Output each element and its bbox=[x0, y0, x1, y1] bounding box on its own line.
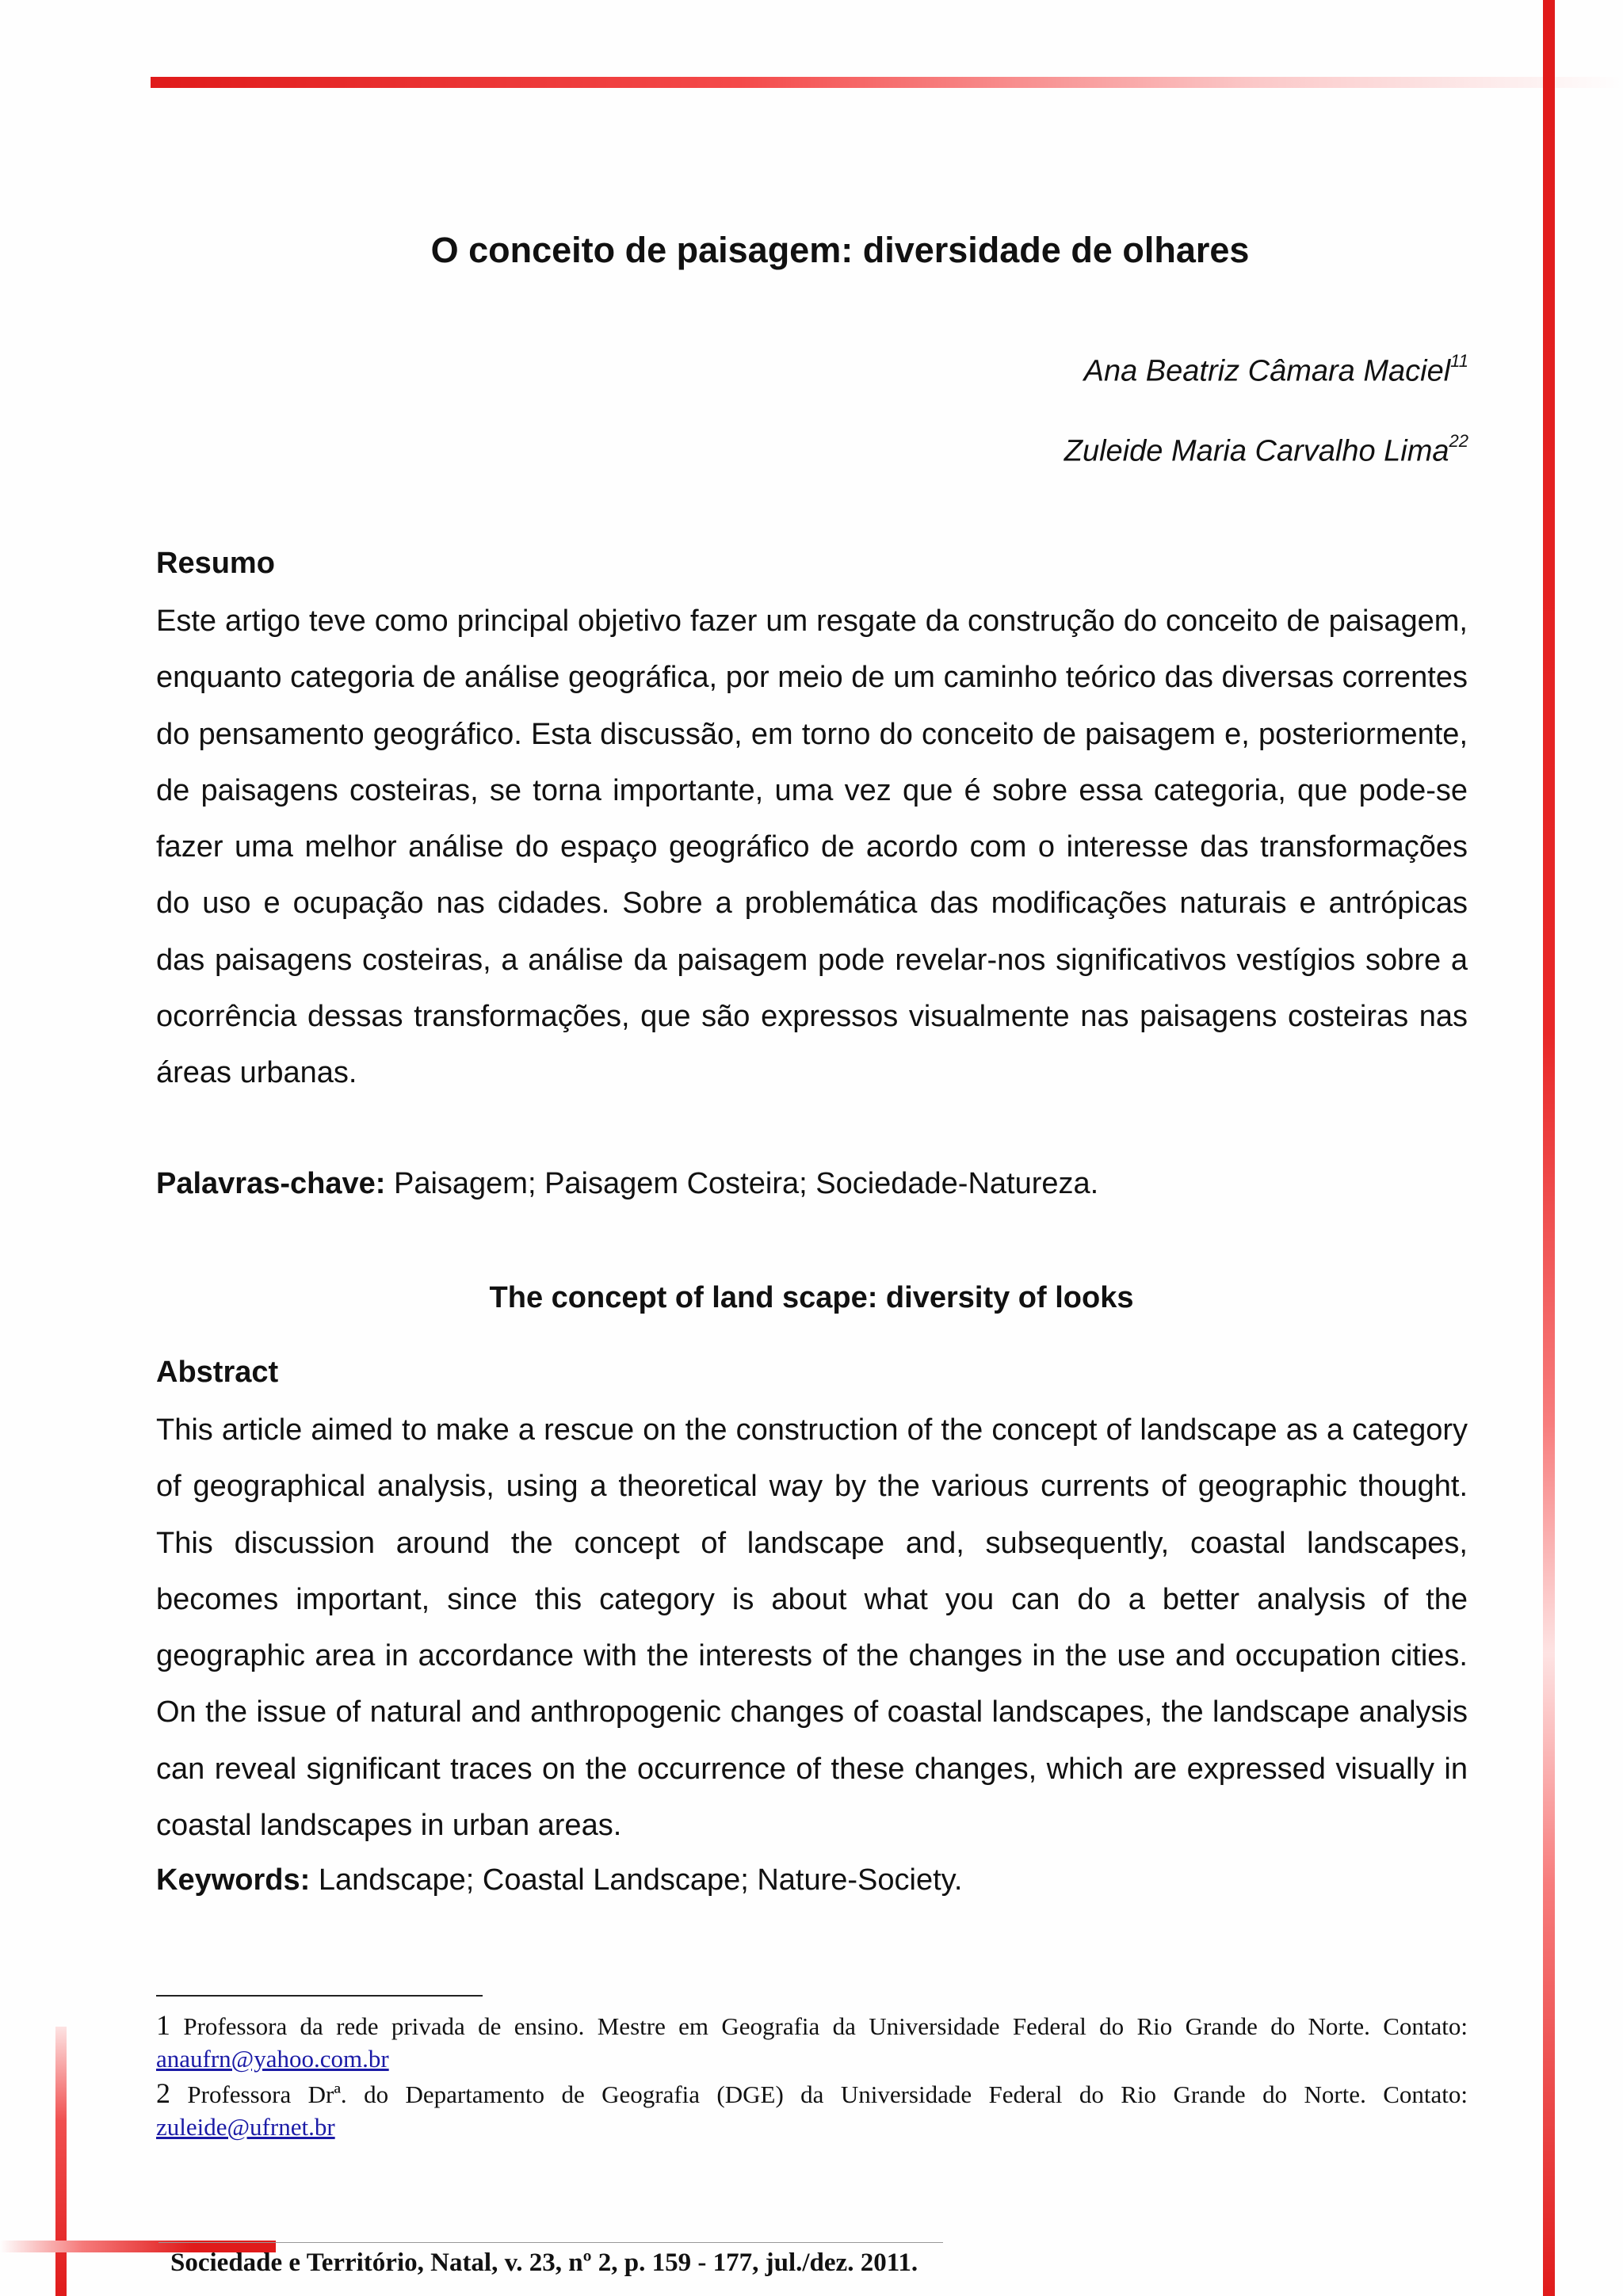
author-footnote-mark: 22 bbox=[1449, 431, 1468, 451]
author-1 bbox=[1083, 351, 1468, 389]
footnote-1 bbox=[156, 2009, 1468, 2075]
email-link[interactable]: anaufrn@yahoo.com.br bbox=[156, 2045, 389, 2073]
author-footnote-mark: 11 bbox=[1450, 351, 1468, 371]
decorative-right-red-bar bbox=[1543, 0, 1555, 2296]
palavras-chave bbox=[156, 1167, 1098, 1201]
email-link[interactable]: zuleide@ufrnet.br bbox=[156, 2113, 335, 2141]
resumo-heading: Resumo bbox=[156, 547, 275, 580]
footnote-2 bbox=[156, 2077, 1468, 2143]
keywords-values: Landscape; Coastal Landscape; Nature-Society. bbox=[310, 1863, 963, 1897]
keywords-label: Keywords: bbox=[156, 1863, 311, 1897]
keywords-values: Paisagem; Paisagem Costeira; Sociedade-Natureza. bbox=[385, 1167, 1099, 1200]
footnote-text: Professora da rede privada de ensino. Mestre em Geografia da Universidade Federal do Rio Grande do Norte. Contato: bbox=[170, 2012, 1468, 2040]
abstract-heading: Abstract bbox=[156, 1356, 279, 1389]
keywords bbox=[156, 1863, 962, 1897]
keywords-label: Palavras-chave: bbox=[156, 1167, 386, 1200]
author-2 bbox=[1064, 431, 1468, 469]
decorative-top-red-bar bbox=[151, 77, 1623, 88]
author-name: Zuleide Maria Carvalho Lima bbox=[1064, 434, 1449, 468]
article-title: O conceito de paisagem: diversidade de olhares bbox=[430, 230, 1250, 270]
footnote-text: Professora Drª. do Departamento de Geografia (DGE) da Universidade Federal do Rio Grande do Norte. Contato: bbox=[170, 2081, 1468, 2108]
footnote-separator bbox=[156, 1995, 483, 1997]
author-name: Ana Beatriz Câmara Maciel bbox=[1083, 354, 1451, 388]
resumo-text: Este artigo teve como principal objetivo fazer um resgate da construção do conceito de paisagem, enquanto categoria de análise geográfica, por meio de um caminho teórico das diversas correntes do pensamento geográfico. Esta discussão, em torno do conceito de paisagem e, posteriormente, de paisagens costeiras, se torna importante, uma vez que é sobre essa categoria, que pode-se fazer uma melhor análise do espaço geográfico de acordo com o interesse das transformações do uso e ocupação nas cidades. Sobre a problemática das modificações naturais e antrópicas das paisagens costeiras, a análise da paisagem pode revelar-nos significativos vestígios sobre a ocorrência dessas transformações, que são expressos visualmente nas paisagens costeiras nas áreas urbanas. bbox=[156, 605, 1468, 1090]
footnote-number: 2 bbox=[156, 2077, 170, 2109]
journal-footer: Sociedade e Território, Natal, v. 23, nº 2, p. 159 - 177, jul./dez. 2011. bbox=[170, 2248, 918, 2277]
abstract-text: This article aimed to make a rescue on the construction of the concept of landscape as a category of geographical analysis, using a theoretical way by the various currents of geographic thought. This discussion around the concept of landscape and, subsequently, coastal landscapes, becomes important, since this category is about what you can do a better analysis of the geographic area in accordance with the interests of the changes in the use and occupation cities. On the issue of natural and anthropogenic changes of coastal landscapes, the landscape analysis can reveal significant traces on the occurrence of these changes, which are expressed visually in coastal landscapes in urban areas. bbox=[156, 1413, 1468, 1843]
decorative-left-red-bar bbox=[55, 2027, 67, 2296]
english-title: The concept of land scape: diversity of looks bbox=[489, 1281, 1134, 1314]
footer-rule bbox=[158, 2242, 943, 2243]
footnote-number: 1 bbox=[156, 2009, 170, 2041]
